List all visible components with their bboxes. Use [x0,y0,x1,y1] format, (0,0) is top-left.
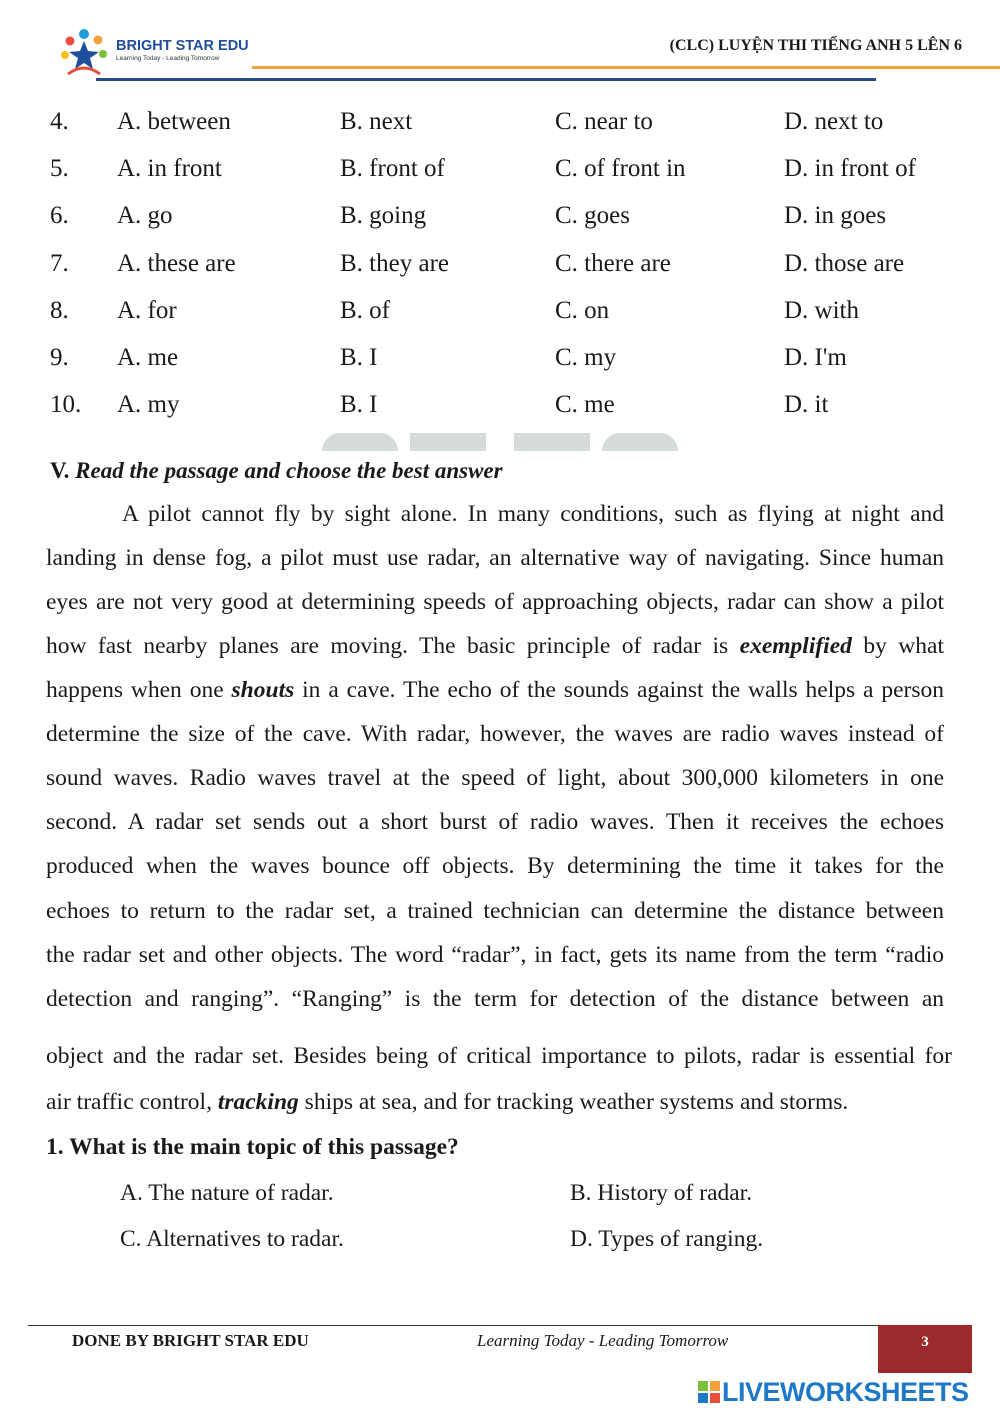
option-d[interactable]: D. in goes [784,202,887,229]
answer-c[interactable]: C. Alternatives to radar. [120,1226,344,1252]
passage-line: the radar set and other objects. The word “radar”, in fact, gets its name from the term “radio [46,942,944,968]
option-c[interactable]: C. my [555,344,617,371]
section-title: Read the passage and choose the best answer [75,458,503,483]
answer-b[interactable]: B. History of radar. [570,1180,753,1206]
option-b[interactable]: B. they are [340,250,449,277]
header-rule-orange [252,66,1000,69]
option-b[interactable]: B. going [340,202,427,229]
option-c[interactable]: C. on [555,297,610,324]
footer-rule [28,1325,972,1326]
passage-line: object and the radar set. Besides being of critical importance to pilots, radar is essential for [46,1043,952,1069]
decorative-shape [410,433,486,451]
option-a[interactable]: A. in front [117,155,222,182]
option-d[interactable]: D. it [784,391,829,418]
option-number: 5. [50,155,69,182]
answer-d[interactable]: D. Types of ranging. [570,1226,764,1252]
option-d[interactable]: D. with [784,297,859,324]
option-b[interactable]: B. I [340,391,378,418]
option-d[interactable]: D. next to [784,108,884,135]
question-1: 1. What is the main topic of this passage? [46,1134,459,1160]
option-b[interactable]: B. front of [340,155,445,182]
passage-text: by what [851,633,944,659]
option-number: 6. [50,202,69,229]
course-title: (CLC) LUYỆN THI TIẾNG ANH 5 LÊN 6 [669,37,962,54]
passage-line: echoes to return to the radar set, a trained technician can determine the distance between [46,898,944,924]
passage-line: determine the size of the cave. With radar, however, the waves are radio waves instead of [46,721,944,747]
passage-line: sound waves. Radio waves travel at the speed of light, about 300,000 kilometers in one [46,765,944,791]
decorative-shape [514,433,590,451]
passage-text: air traffic control, [46,1089,218,1115]
option-d[interactable]: D. those are [784,250,905,277]
option-number: 7. [50,250,69,277]
option-c[interactable]: C. goes [555,202,630,229]
brand-name: BRIGHT STAR EDU [116,38,249,54]
highlighted-word: exemplified [739,633,852,659]
passage-line [46,633,944,665]
footer-slogan: Learning Today - Leading Tomorrow [477,1331,729,1350]
option-b[interactable]: B. of [340,297,390,324]
highlighted-word: tracking [217,1089,299,1115]
liveworksheets-logo [698,1377,994,1409]
option-row [0,391,1000,431]
passage-line: detection and ranging”. “Ranging” is the term for detection of the distance between an [46,986,944,1012]
liveworksheets-wordmark: LIVEWORKSHEETS [722,1377,969,1407]
section-number: V. [50,458,70,483]
option-c[interactable]: C. of front in [555,155,686,182]
passage-text: in a cave. The echo of the sounds against the walls helps a person [294,677,944,703]
option-row [0,202,1000,242]
decorative-shape [322,433,398,451]
passage-text: how fast nearby planes are moving. The basic principle of radar is [46,633,740,659]
option-number: 8. [50,297,69,324]
option-a[interactable]: A. my [117,391,180,418]
passage-line: eyes are not very good at determining speeds of approaching objects, radar can show a pilot [46,589,944,615]
passage-line [46,677,944,709]
option-b[interactable]: B. next [340,108,413,135]
option-number: 10. [50,391,82,418]
highlighted-word: shouts [231,677,295,703]
option-c[interactable]: C. there are [555,250,671,277]
option-a[interactable]: A. these are [117,250,236,277]
option-row [0,155,1000,195]
passage-text: happens when one [46,677,232,703]
liveworksheets-icon [698,1381,720,1403]
page-number: 3 [878,1325,972,1373]
brand-slogan: Learning Today - Leading Tomorrow [116,55,220,62]
section-heading [50,458,503,484]
option-row [0,250,1000,290]
decorative-shape [602,433,678,451]
option-d[interactable]: D. I'm [784,344,847,371]
header-rule-blue [96,78,876,81]
bright-star-logo-icon [58,26,110,78]
option-a[interactable]: A. me [117,344,179,371]
passage-text: ships at sea, and for tracking weather systems and storms. [298,1089,849,1115]
option-row [0,108,1000,148]
passage-line: second. A radar set sends out a short burst of radio waves. Then it receives the echoes [46,809,944,835]
option-number: 9. [50,344,69,371]
answer-a[interactable]: A. The nature of radar. [120,1180,334,1206]
option-a[interactable]: A. for [117,297,177,324]
passage-line: landing in dense fog, a pilot must use radar, an alternative way of navigating. Since human [46,545,944,571]
option-a[interactable]: A. go [117,202,173,229]
passage-line [46,1089,944,1121]
option-c[interactable]: C. near to [555,108,653,135]
option-number: 4. [50,108,69,135]
option-a[interactable]: A. between [117,108,231,135]
brand-logo [58,26,258,82]
passage-line: A pilot cannot fly by sight alone. In many conditions, such as flying at night and [122,501,944,527]
option-c[interactable]: C. me [555,391,615,418]
option-row [0,297,1000,337]
passage-line: produced when the waves bounce off objects. By determining the time it takes for the [46,853,944,879]
option-row [0,344,1000,384]
footer-credit: DONE BY BRIGHT STAR EDU [72,1331,309,1350]
option-b[interactable]: B. I [340,344,378,371]
option-d[interactable]: D. in front of [784,155,916,182]
